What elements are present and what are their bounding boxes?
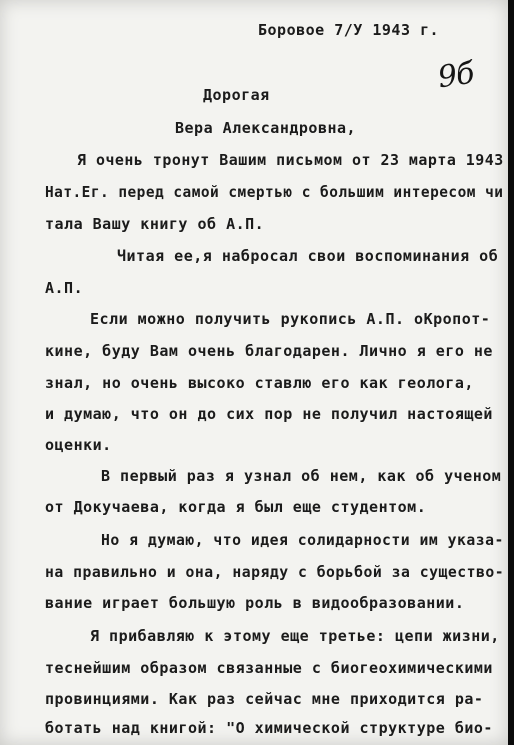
salutation-line-1: Дорогая xyxy=(203,86,270,104)
body-line: от Докучаева, когда я был еще студентом. xyxy=(45,498,427,516)
body-line: на правильно и она, наряду с борьбой за существо- xyxy=(45,563,505,581)
body-line: А.П. xyxy=(45,279,84,297)
body-line: Если можно получить рукопись А.П. оКропот- xyxy=(90,310,491,328)
body-line: тала Вашу книгу об А.П. xyxy=(45,215,265,233)
body-line: кине, буду Вам очень благодарен. Лично я его не xyxy=(45,342,493,360)
body-line: В первый раз я узнал об нем, как об ученом xyxy=(101,467,502,485)
body-line: Я очень тронут Вашим письмом от 23 марта 1943 xyxy=(77,151,504,169)
body-line: знал, но очень высоко ставлю его как геолога, xyxy=(45,374,474,392)
body-line: оценки. xyxy=(45,436,112,454)
body-line: Читая ее,я набросал свои воспоминания об xyxy=(117,247,499,265)
body-line: вание играет большую роль в видообразовании. xyxy=(45,594,465,612)
body-line: провинциями. Как раз сейчас мне приходится ра- xyxy=(45,690,484,708)
body-line: теснейшим образом связанные с биогеохимическими xyxy=(45,659,493,677)
letter-date: Боровое 7/У 1943 г. xyxy=(258,21,440,39)
salutation-line-2: Вера Александровна, xyxy=(175,119,357,137)
scan-edge xyxy=(508,0,514,745)
body-line: и думаю, что он до сих пор не получил настоящей xyxy=(45,405,493,423)
body-line: Я прибавляю к этому еще третье: цепи жизни, xyxy=(90,627,500,645)
body-line: ботать над книгой: "О химической структуре био- xyxy=(45,719,493,737)
archive-page-number: 9б xyxy=(435,55,476,96)
body-line: Но я думаю, что идея солидарности им указа- xyxy=(101,531,504,549)
body-line: Нат.Ег. перед самой смертью с большим интересом чи xyxy=(45,183,504,201)
